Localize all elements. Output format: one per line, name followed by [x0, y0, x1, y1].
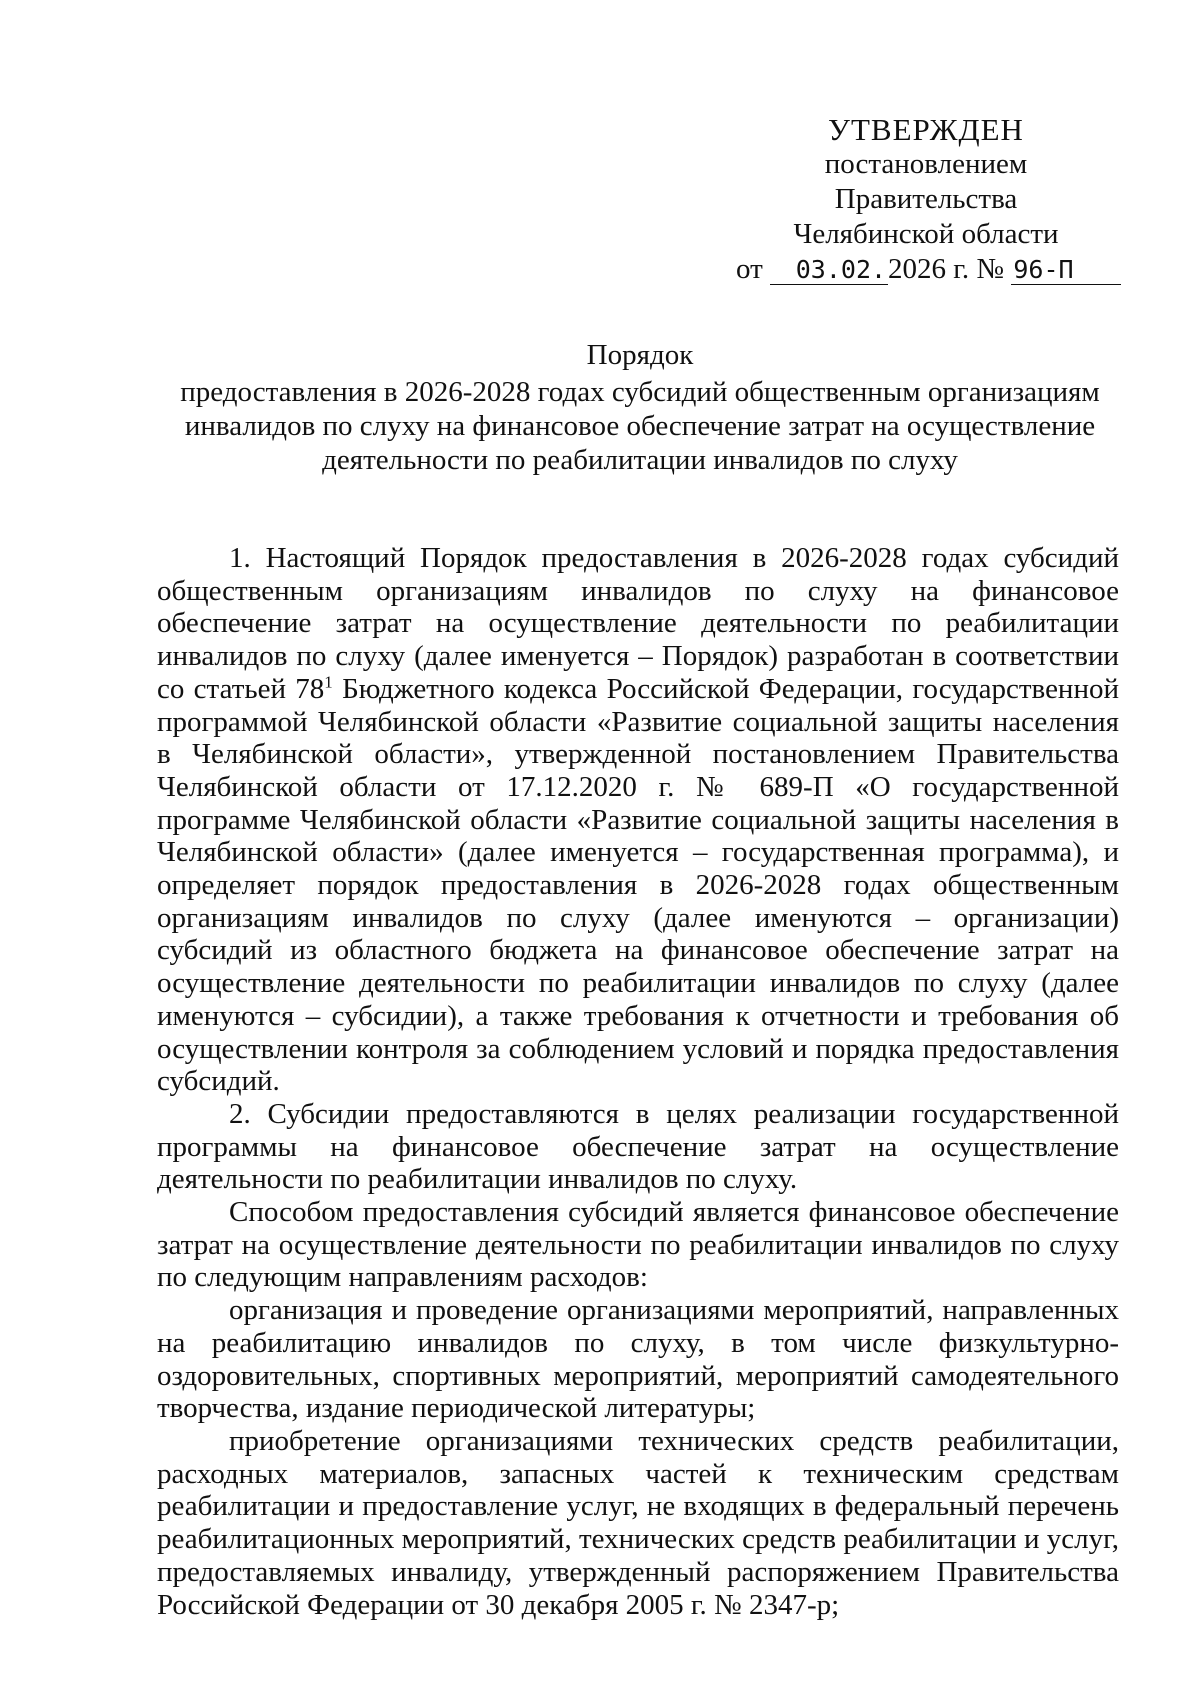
date-year: 2026 г. №	[888, 253, 1005, 285]
document-title-block	[160, 338, 1120, 477]
paragraph-3: Способом предоставления субсидий является финансовое обеспечение затрат на осуществление деятельности по реабилитации инвалидов по слуху по следующим направлениям расходов:	[157, 1196, 1119, 1294]
approval-block	[736, 112, 1116, 287]
paragraph-1	[157, 542, 1119, 1098]
approval-line-1: постановлением Правительства	[824, 148, 1028, 215]
approval-line-2: Челябинской области	[793, 218, 1059, 250]
paragraph-2: 2. Субсидии предоставляются в целях реализации государственной программы на финансовое обеспечение затрат на осуществление деятельности по реабилитации инвалидов по слуху.	[157, 1097, 1119, 1196]
document-number: 96-П	[1011, 256, 1121, 285]
document-title: Порядок	[586, 339, 694, 371]
approval-stamp: УТВЕРЖДЕН	[828, 112, 1024, 147]
approval-date-line	[736, 252, 1116, 287]
date-prefix: от	[736, 253, 763, 285]
document-body	[157, 542, 1119, 1621]
paragraph-1-text-a: 1. Настоящий Порядок предоставления в 2026-2028 годах субсидий общественным организациям инвалидов по слуху на финансовое обеспечение затрат на осуществление деятельности по реабилитации инвалидов по слуху (далее именуется – Порядок) разработан в соответствии со статьей 78	[157, 542, 1119, 705]
paragraph-5: приобретение организациями технических средств реабилитации, расходных материалов, запасных частей к техническим средствам реабилитации и предоставление услуг, не входящих в федеральный перечень реабилитационных мероприятий, технических средств реабилитации и услуг, предоставляемых инвалиду, утвержденный распоряжением Правительства Российской Федерации от 30 декабря 2005 г. № 2347-р;	[157, 1424, 1119, 1621]
article-superscript: 1	[324, 672, 333, 692]
paragraph-1-text-b: Бюджетного кодекса Российской Федерации, государственной программой Челябинской области «Развитие социальной защиты населения в Челябинской области», утвержденной постановлением Правительства Челябинской области от 17.12.2020 г. № 689-П «О государственной программе Челябинской области «Развитие социальной защиты населения в Челябинской области» (далее именуется – государственная программа), и определяет порядок предоставления в 2026-2028 годах общественным организациям инвалидов по слуху (далее именуются – организации) субсидий из областного бюджета на финансовое обеспечение затрат на осуществление деятельности по реабилитации инвалидов по слуху (далее именуются – субсидии), а также требования к отчетности и требования об осуществлении контроля за соблюдением условий и порядка предоставления субсидий.	[157, 672, 1119, 1098]
date-value: 03.02.	[770, 256, 888, 285]
paragraph-4: организация и проведение организациями мероприятий, направленных на реабилитацию инвалидов по слуху, в том числе физкультурно-оздоровительных, спортивных мероприятий, мероприятий самодеятельного творчества, издание периодической литературы;	[157, 1294, 1119, 1425]
document-subtitle: предоставления в 2026-2028 годах субсидий общественным организациям инвалидов по слуху на финансовое обеспечение затрат на осуществление деятельности по реабилитации инвалидов по слуху	[180, 376, 1100, 476]
